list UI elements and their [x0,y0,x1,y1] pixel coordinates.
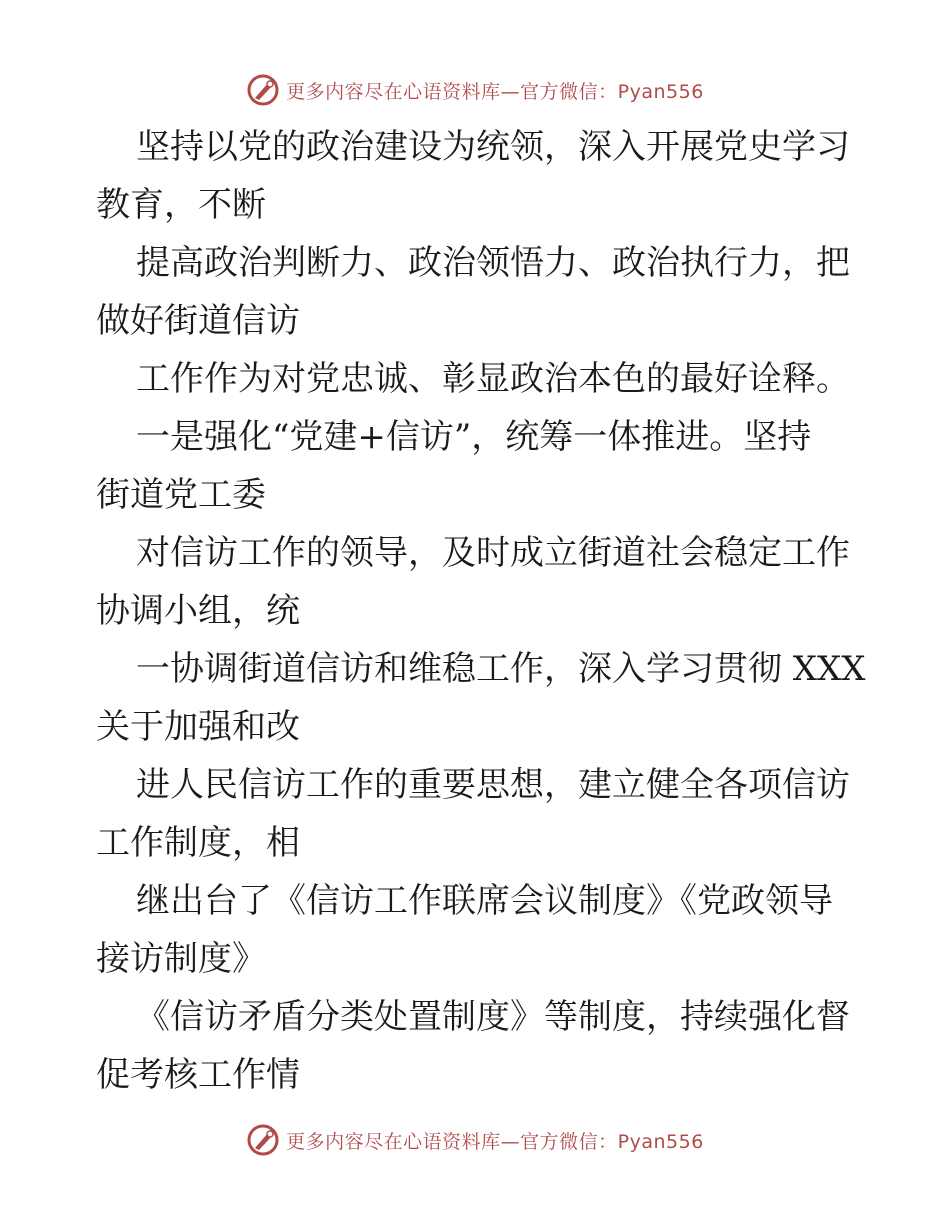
text-line: 坚持以党的政治建设为统领，深入开展党史学习 [136,127,850,167]
text-line: 做好街道信访 [96,301,300,341]
document-body [96,118,866,1104]
pen-circle-logo-icon [246,73,280,107]
text-line: 《信访矛盾分类处置制度》等制度，持续强化督 [136,997,850,1037]
header-banner-text: 更多内容尽在心语资料库—官方微信：Pyan556 [286,80,704,103]
text-line: 一是强化“党建+信访”，统筹一体推进。坚持 [136,417,812,457]
text-line: 促考核工作情 [96,1055,300,1095]
text-line: 街道党工委 [96,475,266,515]
footer-banner-text: 更多内容尽在心语资料库—官方微信：Pyan556 [286,1130,704,1153]
header-banner [0,70,950,110]
text-line: 提高政治判断力、政治领悟力、政治执行力，把 [136,243,850,283]
text-line: 接访制度》 [96,939,266,979]
text-line: 继出台了《信访工作联席会议制度》《党政领导 [136,881,833,921]
text-line: 工作作为对党忠诚、彰显政治本色的最好诠释。 [136,359,850,399]
text-line: 教育，不断 [96,185,266,225]
text-line: 协调小组，统 [96,591,300,631]
text-line: 工作制度，相 [96,823,300,863]
text-line: 一协调街道信访和维稳工作，深入学习贯彻 XXX [136,649,866,689]
text-line: 对信访工作的领导，及时成立街道社会稳定工作 [136,533,850,573]
pen-circle-logo-icon [246,1123,280,1157]
text-line: 关于加强和改 [96,707,300,747]
footer-banner [0,1120,950,1160]
text-line: 进人民信访工作的重要思想，建立健全各项信访 [136,765,850,805]
